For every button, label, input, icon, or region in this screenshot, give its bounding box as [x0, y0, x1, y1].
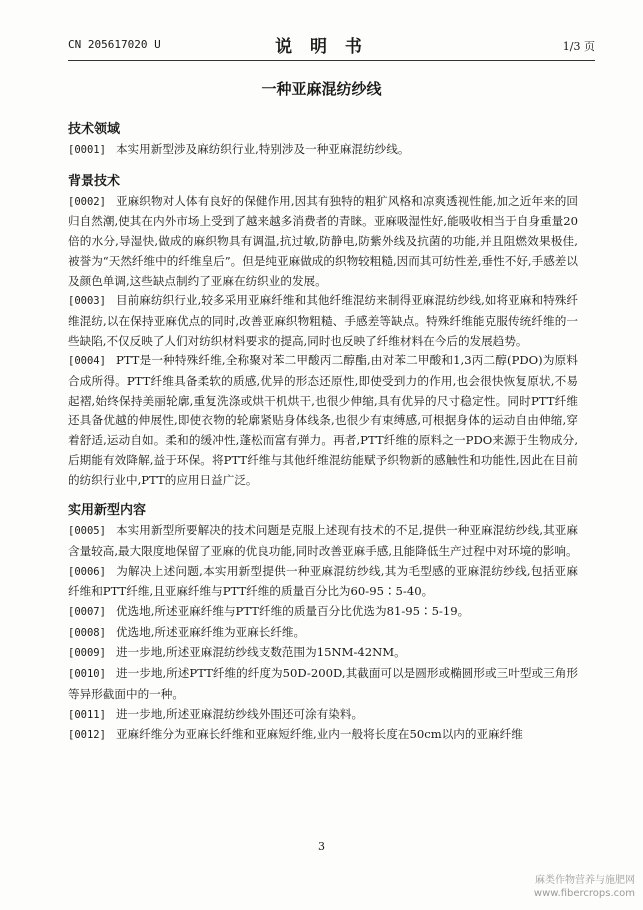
paragraph: [68, 643, 578, 664]
paragraph: [68, 562, 578, 602]
paragraph-number: [0002]: [68, 195, 106, 208]
section-heading: 技术领域: [68, 122, 121, 137]
paragraph: [68, 192, 578, 292]
paragraph-text: PTT是一种特殊纤维,全称聚对苯二甲酸丙二醇酯,由对苯二甲酸和1,3丙二醇(PDO)为原料合成所得。PTT纤维具备柔软的质感,优异的形态还原性,即使受到力的作用,也会很快恢复原状,不易起褶,始终保持美丽轮廓,重复洗涤或烘干机烘干,也很少伸缩,具有优异的尺寸稳定性。同时PTT纤维还具备优越的伸展性,即使衣物的轮廓紧贴身体线条,也很少有束缚感,可根据身体的运动自由伸缩,穿着舒适,运动自如。柔和的缓冲性,蓬松而富有弹力。再者,PTT纤维的原料之一PDO来源于生物成分,后期能有效降解,益于环保。将PTT纤维与其他纤维混纺能赋予织物新的感触性和功能性,因此在目前的纺织行业中,PTT的应用日益广泛。: [68, 353, 578, 487]
paragraph-number: [0008]: [68, 626, 106, 639]
paragraph-text: 进一步地,所述PTT纤维的纤度为50D-200D,其截面可以是圆形或椭圆形或三叶型或三角形等异形截面中的一种。: [68, 666, 578, 701]
paragraph: [68, 623, 578, 644]
paragraph-number: [0005]: [68, 525, 106, 538]
patent-number: CN 205617020 U: [68, 38, 161, 51]
paragraph-number: [0012]: [68, 729, 106, 742]
paragraph-text: 亚麻纤维分为亚麻长纤维和亚麻短纤维,业内一般将长度在50cm以内的亚麻纤维: [115, 727, 523, 742]
document-body: [68, 120, 578, 746]
paragraph-text: 目前麻纺织行业,较多采用亚麻纤维和其他纤维混纺来制得亚麻混纺纱线,如将亚麻和特殊纤维混纺,以在保持亚麻优点的同时,改善亚麻织物粗糙、手感差等缺点。特殊纤维能克服传统纤维的一些缺陷,不仅反映了人们对纺织材料要求的提高,同时也反映了纤维材料在今后的发展趋势。: [68, 293, 578, 348]
paragraph-number: [0007]: [68, 606, 106, 619]
paragraph-number: [0003]: [68, 295, 106, 308]
paragraph-text: 进一步地,所述亚麻混纺纱线支数范围为15NM-42NM。: [115, 645, 406, 660]
paragraph: [68, 725, 578, 746]
paragraph: [68, 291, 578, 351]
paragraph-text: 亚麻织物对人体有良好的保健作用,因其有独特的粗犷风格和凉爽透视性能,加之近年来的回归自然潮,使其在内外市场上受到了越来越多消费者的青睐。亚麻吸湿性好,能吸收相当于自身重量20倍的水分,导湿快,做成的麻织物具有调温,抗过敏,防静电,防紫外线及抗菌的功能,并且阻燃效果极佳,被誉为“天然纤维中的纤维皇后”。但是纯亚麻做成的织物较粗糙,因而其可纺性差,垂性不好,手感差以及颜色单调,这些缺点制约了亚麻在纺织业的发展。: [68, 193, 578, 288]
paragraph: [68, 602, 578, 623]
paragraph-text: 进一步地,所述亚麻混纺纱线外围还可涂有染料。: [115, 706, 364, 721]
paragraph: [68, 521, 578, 561]
section-heading: 背景技术: [68, 173, 121, 189]
paragraph-text: 优选地,所述亚麻纤维为亚麻长纤维。: [115, 624, 306, 639]
watermark-line-2: www.fibercrops.com: [533, 888, 635, 899]
document-title: 一种亚麻混纺纱线: [261, 80, 382, 98]
paragraph-number: [0011]: [68, 708, 106, 721]
paragraph: [68, 140, 578, 161]
paragraph-text: 本实用新型涉及麻纺织行业,特别涉及一种亚麻混纺纱线。: [115, 142, 410, 156]
paragraph-number: [0004]: [68, 355, 106, 368]
paragraph-number: [0010]: [68, 668, 106, 681]
paragraph-number: [0009]: [68, 647, 106, 660]
paragraph-text: 为解决上述问题,本实用新型提供一种亚麻混纺纱线,其为毛型感的亚麻混纺纱线,包括亚麻纤维和PTT纤维,且亚麻纤维与PTT纤维的质量百分比为60-95∶5-40。: [68, 563, 578, 599]
paragraph-text: 优选地,所述亚麻纤维与PTT纤维的质量百分比优选为81-95∶5-19。: [115, 604, 470, 619]
paragraph-number: [0001]: [68, 144, 106, 156]
page-indicator: 1/3 页: [562, 40, 595, 53]
section-heading: 实用新型内容: [68, 503, 147, 519]
header-divider: [68, 60, 595, 61]
paragraph: [68, 705, 578, 726]
paragraph-number: [0006]: [68, 565, 106, 578]
paragraph-text: 本实用新型所要解决的技术问题是克服上述现有技术的不足,提供一种亚麻混纺纱线,其亚麻含量较高,最大限度地保留了亚麻的优良功能,同时改善亚麻手感,且能降低生产过程中对环境的影响。: [68, 523, 578, 558]
watermark-line-1: 麻类作物营养与施肥网: [535, 875, 635, 886]
page-number: 3: [318, 840, 325, 853]
document-type: 说 明 书: [275, 37, 368, 57]
paragraph: [68, 664, 578, 704]
paragraph: [68, 351, 578, 490]
watermark: [534, 874, 635, 900]
